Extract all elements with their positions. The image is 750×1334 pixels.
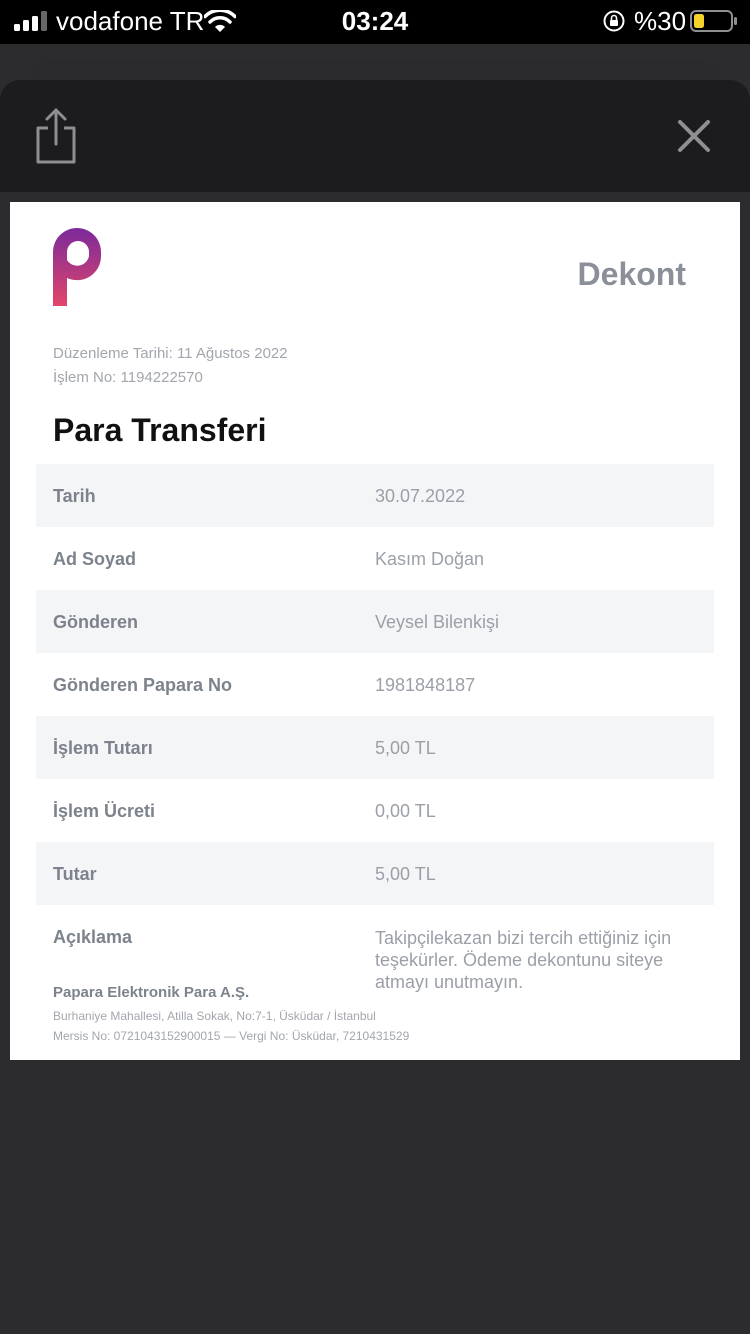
- carrier-name: vodafone TR: [56, 6, 205, 36]
- row-value: Takipçilekazan bizi tercih ettiğiniz için teşekürler. Ödeme dekontunu siteye atmayı unutmayın.: [375, 928, 672, 992]
- battery-percentage: %30: [634, 6, 687, 36]
- company-name: Papara Elektronik Para A.Ş.: [53, 984, 250, 1001]
- row-label: Gönderen: [53, 612, 139, 632]
- row-value: 5,00 TL: [375, 864, 436, 884]
- issue-date: Düzenleme Tarihi: 11 Ağustos 2022: [53, 345, 288, 362]
- row-label: Gönderen Papara No: [53, 675, 233, 695]
- document-meta: [53, 342, 288, 390]
- table-row: [36, 842, 714, 905]
- transaction-heading: Para Transferi: [53, 412, 267, 448]
- document-title: Dekont: [577, 256, 686, 292]
- company-address: Burhaniye Mahallesi, Atilla Sokak, No:7-1, Üsküdar / İstanbul: [53, 1009, 376, 1023]
- close-icon[interactable]: [672, 114, 716, 158]
- transaction-number: İşlem No: 1194222570: [53, 369, 203, 386]
- table-row: [36, 527, 714, 590]
- table-row: [36, 779, 714, 842]
- table-row: [36, 653, 714, 716]
- table-row: [36, 464, 714, 527]
- row-value: 30.07.2022: [375, 486, 466, 506]
- row-label: İşlem Ücreti: [53, 801, 156, 821]
- receipt-table: [36, 464, 714, 1000]
- row-label: Tutar: [53, 864, 97, 884]
- row-value: 0,00 TL: [375, 801, 436, 821]
- row-value: 1981848187: [375, 675, 476, 695]
- table-row: [36, 716, 714, 779]
- row-value: 5,00 TL: [375, 738, 436, 758]
- row-value: Veysel Bilenkişi: [375, 612, 500, 632]
- row-value: Kasım Doğan: [375, 549, 485, 569]
- receipt-document: [10, 202, 740, 1060]
- row-label: Tarih: [53, 486, 96, 506]
- row-label: Ad Soyad: [53, 549, 137, 569]
- papara-logo-icon: [53, 228, 103, 306]
- row-label: İşlem Tutarı: [53, 738, 153, 758]
- row-label: Açıklama: [53, 927, 133, 947]
- sheet-toolbar: [0, 80, 750, 192]
- orientation-lock-icon: [602, 9, 626, 33]
- clock: 03:24: [341, 6, 409, 36]
- company-registry: Mersis No: 0721043152900015 — Vergi No: Üsküdar, 7210431529: [53, 1029, 410, 1043]
- status-bar: [0, 0, 750, 44]
- table-row: [36, 590, 714, 653]
- battery-icon: [690, 9, 738, 33]
- share-icon[interactable]: [30, 106, 82, 166]
